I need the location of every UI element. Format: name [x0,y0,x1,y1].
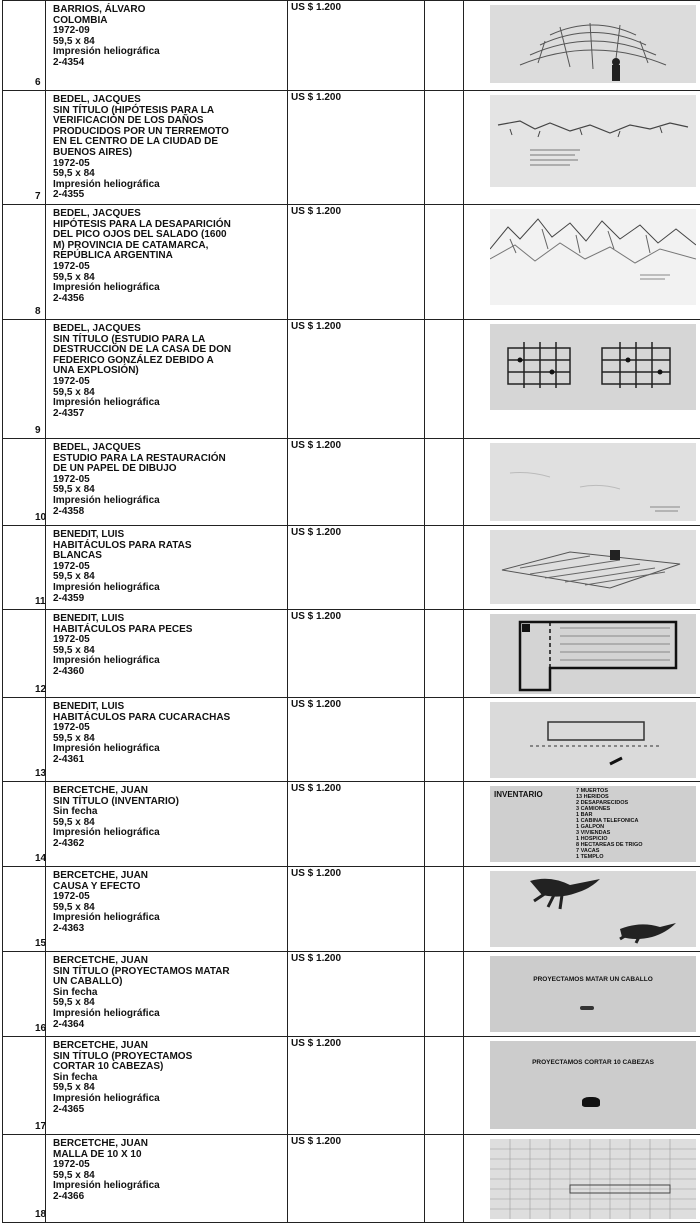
artwork-date: 1972-05 [53,634,90,646]
rat-habitat-drawing-icon [490,530,696,604]
inventory-line: 3 CAMIONES [576,806,611,812]
inventory-heading: INVENTARIO [494,790,543,799]
dark-shape-icon [582,1097,600,1107]
price-cell [288,526,425,610]
artwork-title: DE UN PAPEL DE DIBUJO [53,463,177,475]
artwork-title: FEDERICO GONZÁLEZ DEBIDO A [53,354,214,366]
empty-cell [425,782,464,867]
artwork-info [46,952,288,1037]
artwork-technique: Impresión heliográfica [53,1092,160,1104]
empty-cell [425,1037,464,1135]
artwork-code: 2-4364 [53,1018,85,1030]
lot-number: 14 [35,853,47,864]
artwork-title: CAUSA Y EFECTO [53,880,141,892]
artwork-info [46,610,288,698]
catalog-row [3,952,700,1037]
price: US $ 1.200 [291,1136,342,1147]
artwork-title: HABITÁCULOS PARA PECES [53,623,193,635]
price-cell [288,1037,425,1135]
artist-name: BERCETCHE, JUAN [53,955,149,966]
artwork-code: 2-4366 [53,1190,85,1202]
catalog-row [3,526,700,610]
artwork-code: 2-4365 [53,1103,85,1115]
price-cell [288,867,425,952]
artwork-title: SIN TÍTULO (HIPÓTESIS PARA LA [53,104,215,116]
mountain-drawing-icon [490,209,696,305]
artwork-size: 59,5 x 84 [53,1082,95,1094]
empty-cell [425,205,464,320]
thumbnail-cell [464,698,700,782]
thumbnail-cell [464,610,700,698]
lot-number-cell [3,91,46,205]
price-cell [288,1,425,91]
lot-number: 11 [35,596,46,607]
price: US $ 1.200 [291,92,342,103]
lot-number: 7 [35,191,41,202]
artwork-info [46,867,288,952]
lot-number-cell [3,526,46,610]
catalog-row [3,610,700,698]
catalog-row [3,91,700,205]
artwork-info [46,320,288,439]
inventory-line: 1 GALPON [576,824,605,830]
artist-name: BEDEL, JACQUES [53,94,141,105]
artwork-technique: Impresión heliográfica [53,1007,160,1019]
empty-cell [425,867,464,952]
artwork-info [46,1,288,91]
grid-mesh-drawing-icon [490,1139,696,1219]
artwork-code: 2-4357 [53,407,85,419]
artwork-title: HIPÓTESIS PARA LA DESAPARICIÓN [53,218,231,230]
empty-cell [425,610,464,698]
artwork-title: EN EL CENTRO DE LA CIUDAD DE [53,136,219,148]
artist-name: BEDEL, JACQUES [53,208,141,219]
artist-name: BARRIOS, ÁLVARO [53,4,146,15]
thumbnail-cell [464,1135,700,1223]
lot-number: 9 [35,425,41,436]
inventory-list [576,788,643,860]
artwork-title: CORTAR 10 CABEZAS) [53,1061,164,1073]
inventory-line: 7 VACAS [576,848,600,854]
artwork-code: 2-4359 [53,592,85,604]
artwork-date: 1972-05 [53,375,90,387]
price: US $ 1.200 [291,206,342,217]
empty-cell [425,91,464,205]
artwork-size: 59,5 x 84 [53,484,95,496]
artwork-technique: Impresión heliográfica [53,743,160,755]
artwork-technique: Impresión heliográfica [53,494,160,506]
thumbnail-cell [464,952,700,1037]
thumbnail-cell [464,526,700,610]
empty-cell [425,698,464,782]
empty-cell [425,1135,464,1223]
artwork-size: 59,5 x 84 [53,168,95,180]
artwork-size: 59,5 x 84 [53,271,95,283]
artwork-technique: Impresión heliográfica [53,178,160,190]
artwork-info [46,1037,288,1135]
thumbnail-cell [464,1,700,91]
artwork-info [46,205,288,320]
artwork-info [46,782,288,867]
artwork-code: 2-4363 [53,922,85,934]
price: US $ 1.200 [291,783,342,794]
artwork-info [46,91,288,205]
price: US $ 1.200 [291,699,342,710]
price-cell [288,205,425,320]
artwork-code: 2-4362 [53,837,85,849]
catalog-row [3,205,700,320]
catalog-row [3,698,700,782]
artwork-title: M) PROVINCIA DE CATAMARCA, [53,239,209,251]
price: US $ 1.200 [291,611,342,622]
artist-name: BEDEL, JACQUES [53,442,141,453]
thumbnail-cell [464,205,700,320]
artwork-code: 2-4360 [53,665,85,677]
artwork-technique: Impresión heliográfica [53,397,160,409]
thumbnail-cell [464,320,700,439]
price: US $ 1.200 [291,321,342,332]
artwork-technique: Impresión heliográfica [53,282,160,294]
artwork-title: DEL PICO OJOS DEL SALADO (1600 [53,229,227,241]
lot-number-cell [3,952,46,1037]
print-caption: PROYECTAMOS MATAR UN CABALLO [533,976,653,983]
lot-number: 6 [35,77,41,88]
inventory-line: 13 HERIDOS [576,794,609,800]
artwork-title: ESTUDIO PARA LA RESTAURACIÓN [53,452,226,464]
lot-number-cell [3,320,46,439]
text-print-icon [490,1041,696,1129]
lot-number: 8 [35,306,41,317]
inventory-line: 1 BAR [576,812,593,818]
artist-name: BENEDIT, LUIS [53,701,125,712]
artwork-size: 59,5 x 84 [53,1169,95,1181]
lot-number-cell [3,782,46,867]
artwork-date: Sin fecha [53,806,98,818]
price: US $ 1.200 [291,953,342,964]
catalog-table [2,0,700,1223]
lot-number-cell [3,1037,46,1135]
artist-name: BEDEL, JACQUES [53,323,141,334]
artwork-technique: Impresión heliográfica [53,912,160,924]
artwork-title: BUENOS AIRES) [53,146,133,158]
catalog-row [3,867,700,952]
empty-cell [425,526,464,610]
artwork-title: SIN TÍTULO (PROYECTAMOS MATAR [53,965,230,977]
thumbnail-cell [464,91,700,205]
price: US $ 1.200 [291,868,342,879]
artwork-size: 59,5 x 84 [53,571,95,583]
artwork-date: 1972-05 [53,560,90,572]
lot-number: 12 [35,684,47,695]
inventory-line: 1 HOSPICIO [576,836,608,842]
inventory-line: 2 DESAPARECIDOS [576,800,629,806]
artwork-date: 1972-05 [53,473,90,485]
thumbnail-cell [464,782,700,867]
print-caption: PROYECTAMOS CORTAR 10 CABEZAS [532,1059,654,1066]
price-cell [288,1135,425,1223]
inventory-line: 7 MUERTOS [576,788,608,794]
lot-number: 15 [35,938,47,949]
lot-number-cell [3,439,46,526]
catalog-row [3,320,700,439]
inventory-line: 1 TEMPLO [576,854,604,860]
artwork-technique: Impresión heliográfica [53,655,160,667]
artwork-date: 1972-05 [53,722,90,734]
hands-print-icon [490,871,696,947]
artwork-technique: Impresión heliográfica [53,581,160,593]
lot-number: 10 [35,512,47,523]
price-cell [288,698,425,782]
price: US $ 1.200 [291,1038,342,1049]
artwork-title: MALLA DE 10 X 10 [53,1148,142,1160]
price: US $ 1.200 [291,527,342,538]
artist-name: BENEDIT, LUIS [53,613,125,624]
artwork-info [46,698,288,782]
artwork-title: UNA EXPLOSIÓN) [53,365,139,377]
artwork-technique: Impresión heliográfica [53,827,160,839]
price-cell [288,610,425,698]
fault-line-drawing-icon [490,95,696,187]
empty-cell [425,320,464,439]
price: US $ 1.200 [291,2,342,13]
artist-name: BERCETCHE, JUAN [53,870,149,881]
building-section-drawing-icon [490,324,696,410]
artwork-date: Sin fecha [53,1071,98,1083]
artist-name: BENEDIT, LUIS [53,529,125,540]
inventory-line: 1 CABINA TELEFONICA [576,818,639,824]
lot-number-cell [3,1,46,91]
lot-number-cell [3,205,46,320]
lot-number-cell [3,610,46,698]
artwork-title: SIN TÍTULO (PROYECTAMOS [53,1050,193,1062]
lot-number-cell [3,1135,46,1223]
auditorium-seats-drawing-icon [490,5,696,83]
artwork-code: 2-4354 [53,56,85,68]
inventory-list-print-icon [490,786,696,862]
artwork-title: VERIFICACIÓN DE LOS DAÑOS [53,115,204,127]
lot-number-cell [3,698,46,782]
price-cell [288,320,425,439]
artwork-title: SIN TÍTULO (ESTUDIO PARA LA [53,333,206,345]
horse-figure-icon [580,1006,594,1010]
blank-paper-drawing-icon [490,443,696,521]
empty-cell [425,439,464,526]
artwork-date: Sin fecha [53,986,98,998]
artwork-technique: Impresión heliográfica [53,1180,160,1192]
artwork-title: BLANCAS [53,550,102,562]
artwork-code: 2-4356 [53,292,85,304]
artwork-title: HABITÁCULOS PARA RATAS [53,539,192,551]
empty-cell [425,952,464,1037]
artwork-date: 1972-05 [53,1159,90,1171]
thumbnail-cell [464,867,700,952]
artwork-size: 59,5 x 84 [53,816,95,828]
cockroach-habitat-drawing-icon [490,702,696,778]
price: US $ 1.200 [291,440,342,451]
price-cell [288,952,425,1037]
lot-number: 16 [35,1023,47,1034]
thumbnail-cell [464,439,700,526]
artwork-title: DESTRUCCIÓN DE LA CASA DE DON [53,344,232,356]
lot-number-cell [3,867,46,952]
artwork-code: 2-4355 [53,189,85,201]
artwork-info [46,439,288,526]
text-print-icon [490,956,696,1032]
artwork-title: COLOMBIA [53,14,108,26]
artwork-date: 1972-05 [53,260,90,272]
catalog-row [3,439,700,526]
artwork-size: 59,5 x 84 [53,732,95,744]
artwork-size: 59,5 x 84 [53,901,95,913]
catalog-row [3,1135,700,1223]
lot-number: 17 [35,1121,47,1132]
empty-cell [425,1,464,91]
thumbnail-cell [464,1037,700,1135]
artist-name: BERCETCHE, JUAN [53,785,149,796]
price-cell [288,439,425,526]
lot-number: 13 [35,768,47,779]
artwork-title: REPÚBLICA ARGENTINA [53,250,173,262]
artwork-date: 1972-05 [53,157,90,169]
catalog-row [3,1,700,91]
artwork-size: 59,5 x 84 [53,386,95,398]
artwork-title: PRODUCIDOS POR UN TERREMOTO [53,125,229,137]
lot-number: 18 [35,1209,47,1220]
artist-name: BERCETCHE, JUAN [53,1040,149,1051]
fish-habitat-plan-drawing-icon [490,614,696,694]
price-cell [288,782,425,867]
artwork-size: 59,5 x 84 [53,644,95,656]
artwork-code: 2-4358 [53,505,85,517]
artwork-title: UN CABALLO) [53,976,123,988]
inventory-line: 3 VIVIENDAS [576,830,611,836]
artwork-title: SIN TÍTULO (INVENTARIO) [53,795,179,807]
price-cell [288,91,425,205]
catalog-row [3,782,700,867]
catalog-row [3,1037,700,1135]
artwork-date: 1972-09 [53,25,90,37]
artist-name: BERCETCHE, JUAN [53,1138,149,1149]
artwork-size: 59,5 x 84 [53,35,95,47]
artwork-code: 2-4361 [53,753,85,765]
artwork-date: 1972-05 [53,891,90,903]
artwork-technique: Impresión heliográfica [53,46,160,58]
artwork-info [46,526,288,610]
artwork-size: 59,5 x 84 [53,997,95,1009]
artwork-title: HABITÁCULOS PARA CUCARACHAS [53,711,231,723]
inventory-line: 8 HECTAREAS DE TRIGO [576,842,643,848]
artwork-info [46,1135,288,1223]
